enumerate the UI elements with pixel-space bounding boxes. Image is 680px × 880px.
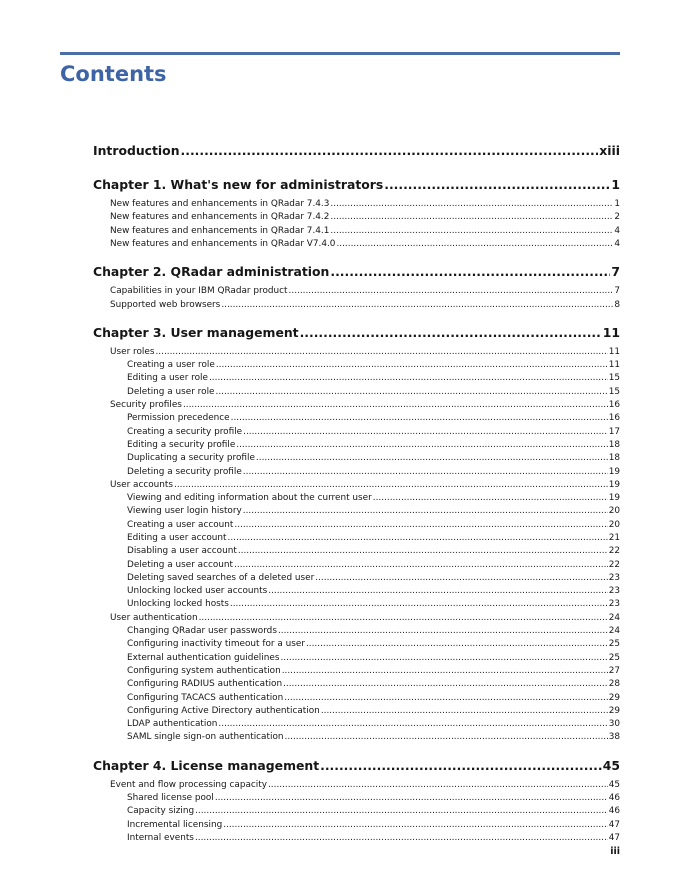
- toc-entry[interactable]: [127, 832, 620, 845]
- toc-entry-label: Configuring RADIUS authentication: [127, 679, 283, 689]
- toc-entry[interactable]: [127, 439, 620, 452]
- toc-entry[interactable]: [127, 452, 620, 465]
- toc-entry-label: Chapter 1. What's new for administrators: [93, 177, 384, 192]
- toc-entry-label: Incremental licensing: [127, 820, 223, 830]
- toc-entry-label: Viewing and editing information about the current user: [127, 493, 372, 503]
- toc-entry-label: New features and enhancements in QRadar 7.4.3: [110, 199, 330, 209]
- toc-entry-label: Security profiles: [110, 400, 182, 410]
- toc-entry[interactable]: [110, 198, 620, 211]
- dot-leader: [223, 819, 607, 832]
- dot-leader: [320, 757, 602, 774]
- dot-leader: [181, 142, 599, 159]
- toc-entry[interactable]: [127, 505, 620, 518]
- toc-entry-page: 25: [608, 639, 620, 649]
- toc-entry[interactable]: [110, 399, 620, 412]
- toc-entry-label: Capabilities in your IBM QRadar product: [110, 286, 288, 296]
- dot-leader: [300, 324, 602, 341]
- toc-entry[interactable]: [110, 238, 620, 251]
- toc-entry-page: 19: [608, 493, 620, 503]
- toc-entry-label: SAML single sign-on authentication: [127, 732, 284, 742]
- toc-entry-page: 11: [608, 347, 620, 357]
- toc-entry-page: 2: [614, 212, 620, 222]
- toc-entry-page: 8: [614, 300, 620, 310]
- toc-entry[interactable]: [110, 779, 620, 792]
- toc-entry-label: Disabling a user account: [127, 546, 237, 556]
- toc-entry[interactable]: [127, 665, 620, 678]
- toc-entry[interactable]: [110, 346, 620, 359]
- toc-entry-label: Configuring system authentication: [127, 666, 281, 676]
- dot-leader: [330, 263, 610, 280]
- toc-entry-page: 16: [608, 413, 620, 423]
- dot-leader: [234, 519, 607, 532]
- toc-entry-label: Permission precedence: [127, 413, 230, 423]
- toc-chapter-entry[interactable]: [93, 263, 620, 280]
- dot-leader: [306, 638, 608, 651]
- toc-entry-page: 18: [608, 453, 620, 463]
- toc-entry-page: 7: [611, 264, 620, 279]
- toc-entry-page: 7: [614, 286, 620, 296]
- top-rule: [60, 52, 620, 55]
- toc-entry-label: Chapter 2. QRadar administration: [93, 264, 330, 279]
- dot-leader: [231, 412, 608, 425]
- toc-entry[interactable]: [127, 519, 620, 532]
- dot-leader: [330, 198, 613, 211]
- toc-entry[interactable]: [110, 225, 620, 238]
- toc-entry-label: Introduction: [93, 143, 180, 158]
- toc-entry-page: 23: [608, 573, 620, 583]
- toc-entry-page: 46: [608, 806, 620, 816]
- toc-entry-page: 27: [608, 666, 620, 676]
- dot-leader: [216, 359, 608, 372]
- page-title: Contents: [60, 62, 167, 86]
- toc-entry-page: 22: [608, 560, 620, 570]
- toc-entry-label: Unlocking locked hosts: [127, 599, 229, 609]
- toc-entry-label: User roles: [110, 347, 155, 357]
- dot-leader: [183, 399, 608, 412]
- toc-entry-label: Deleting a user account: [127, 560, 234, 570]
- toc-entry-page: 46: [608, 793, 620, 803]
- page-number: iii: [610, 846, 620, 857]
- toc-entry-label: User accounts: [110, 480, 174, 490]
- toc-entry-label: Creating a security profile: [127, 427, 243, 437]
- dot-leader: [284, 692, 607, 705]
- toc-entry[interactable]: [127, 426, 620, 439]
- toc-entry-page: 11: [608, 360, 620, 370]
- toc-entry[interactable]: [110, 285, 620, 298]
- toc-entry-label: Internal events: [127, 833, 194, 843]
- toc-entry-page: 19: [608, 480, 620, 490]
- dot-leader: [315, 572, 607, 585]
- toc-entry-label: Configuring Active Directory authentication: [127, 706, 320, 716]
- toc-entry-page: 4: [614, 239, 620, 249]
- dot-leader: [268, 585, 607, 598]
- toc-entry-page: 1: [611, 177, 620, 192]
- toc-entry[interactable]: [127, 412, 620, 425]
- toc-entry[interactable]: [127, 705, 620, 718]
- dot-leader: [174, 479, 608, 492]
- toc-entry-page: 47: [608, 833, 620, 843]
- toc-entry-label: Capacity sizing: [127, 806, 195, 816]
- toc-entry-page: 22: [608, 546, 620, 556]
- toc-entry-page: 11: [602, 325, 620, 340]
- dot-leader: [280, 652, 607, 665]
- toc-entry-page: 23: [608, 599, 620, 609]
- toc-entry-label: Chapter 3. User management: [93, 325, 299, 340]
- toc-entry-label: Viewing user login history: [127, 506, 242, 516]
- dot-leader: [285, 731, 608, 744]
- toc-entry[interactable]: [127, 572, 620, 585]
- toc-entry-label: Deleting a user role: [127, 387, 215, 397]
- dot-leader: [336, 238, 613, 251]
- toc-entry-label: New features and enhancements in QRadar 7.4.2: [110, 212, 330, 222]
- toc-entry[interactable]: [127, 585, 620, 598]
- toc-entry[interactable]: [127, 805, 620, 818]
- toc-entry-page: 24: [608, 626, 620, 636]
- toc-chapter-entry[interactable]: [93, 176, 620, 193]
- toc-entry[interactable]: [127, 731, 620, 744]
- toc-entry-label: Chapter 4. License management: [93, 758, 320, 773]
- dot-leader: [228, 532, 608, 545]
- toc-chapter-entry[interactable]: [93, 142, 620, 159]
- toc-entry[interactable]: [127, 598, 620, 611]
- toc-entry[interactable]: [127, 466, 620, 479]
- toc-entry-page: 19: [608, 467, 620, 477]
- toc-entry[interactable]: [127, 492, 620, 505]
- dot-leader: [373, 492, 608, 505]
- toc-entry-page: 17: [608, 427, 620, 437]
- dot-leader: [256, 452, 608, 465]
- toc-entry[interactable]: [127, 692, 620, 705]
- toc-entry[interactable]: [127, 625, 620, 638]
- dot-leader: [384, 176, 610, 193]
- toc-entry-label: Duplicating a security profile: [127, 453, 255, 463]
- dot-leader: [321, 705, 608, 718]
- toc-entry-label: Editing a user account: [127, 533, 227, 543]
- toc-entry[interactable]: [127, 545, 620, 558]
- toc-entry-label: Unlocking locked user accounts: [127, 586, 268, 596]
- toc-entry-page: 1: [614, 199, 620, 209]
- toc-entry[interactable]: [127, 678, 620, 691]
- toc-entry[interactable]: [110, 211, 620, 224]
- dot-leader: [216, 386, 608, 399]
- dot-leader: [215, 792, 608, 805]
- toc-entry-label: Editing a user role: [127, 373, 208, 383]
- toc-entry-label: Configuring inactivity timeout for a user: [127, 639, 305, 649]
- dot-leader: [278, 625, 608, 638]
- toc-entry-page: 29: [608, 693, 620, 703]
- toc-entry[interactable]: [127, 792, 620, 805]
- dot-leader: [199, 612, 608, 625]
- toc-entry[interactable]: [127, 372, 620, 385]
- toc-entry[interactable]: [110, 299, 620, 312]
- toc-entry-label: Event and flow processing capacity: [110, 780, 267, 790]
- toc-entry-page: 45: [608, 780, 620, 790]
- toc-chapter-entry[interactable]: [93, 757, 620, 774]
- toc-entry-label: New features and enhancements in QRadar 7.4.1: [110, 226, 330, 236]
- dot-leader: [236, 439, 607, 452]
- dot-leader: [195, 832, 608, 845]
- toc-entry-page: 20: [608, 506, 620, 516]
- dot-leader: [268, 779, 608, 792]
- dot-leader: [243, 426, 608, 439]
- dot-leader: [330, 225, 613, 238]
- dot-leader: [282, 665, 608, 678]
- dot-leader: [238, 545, 608, 558]
- dot-leader: [330, 211, 613, 224]
- dot-leader: [243, 505, 608, 518]
- toc-entry-page: 23: [608, 586, 620, 596]
- dot-leader: [218, 718, 607, 731]
- toc-entry-page: 24: [608, 613, 620, 623]
- toc-entry-page: 20: [608, 520, 620, 530]
- toc-entry-page: 47: [608, 820, 620, 830]
- toc-entry[interactable]: [110, 612, 620, 625]
- toc-entry-page: 29: [608, 706, 620, 716]
- toc-entry-page: 4: [614, 226, 620, 236]
- toc-entry-label: Creating a user account: [127, 520, 234, 530]
- dot-leader: [289, 285, 614, 298]
- dot-leader: [234, 559, 608, 572]
- toc-entry[interactable]: [127, 532, 620, 545]
- toc-entry-page: 18: [608, 440, 620, 450]
- toc-chapter-entry[interactable]: [93, 324, 620, 341]
- toc-entry-label: Deleting a security profile: [127, 467, 242, 477]
- toc-entry-label: LDAP authentication: [127, 719, 218, 729]
- toc-entry-page: 15: [608, 387, 620, 397]
- toc-entry-page: 30: [608, 719, 620, 729]
- toc-entry-page: 15: [608, 373, 620, 383]
- toc-entry-page: 25: [608, 653, 620, 663]
- toc-entry[interactable]: [127, 718, 620, 731]
- dot-leader: [221, 299, 613, 312]
- toc-entry-page: 45: [602, 758, 620, 773]
- dot-leader: [230, 598, 608, 611]
- toc-entry[interactable]: [127, 559, 620, 572]
- toc-entry-label: External authentication guidelines: [127, 653, 280, 663]
- dot-leader: [283, 678, 608, 691]
- toc-entry-label: Creating a user role: [127, 360, 215, 370]
- toc-entry-label: User authentication: [110, 613, 198, 623]
- toc-entry[interactable]: [127, 652, 620, 665]
- toc-entry-label: Deleting saved searches of a deleted user: [127, 573, 315, 583]
- toc-entry-page: 38: [608, 732, 620, 742]
- toc-entry[interactable]: [127, 386, 620, 399]
- toc-entry-label: Editing a security profile: [127, 440, 236, 450]
- toc-entry[interactable]: [110, 479, 620, 492]
- toc-entry-page: 28: [608, 679, 620, 689]
- dot-leader: [209, 372, 608, 385]
- toc-entry-page: 21: [608, 533, 620, 543]
- toc-entry[interactable]: [127, 819, 620, 832]
- toc-entry-label: Changing QRadar user passwords: [127, 626, 277, 636]
- toc-entry-label: New features and enhancements in QRadar V7.4.0: [110, 239, 336, 249]
- toc-entry[interactable]: [127, 638, 620, 651]
- toc-entry-label: Configuring TACACS authentication: [127, 693, 284, 703]
- dot-leader: [155, 346, 607, 359]
- dot-leader: [243, 466, 608, 479]
- dot-leader: [195, 805, 608, 818]
- toc-entry-label: Supported web browsers: [110, 300, 221, 310]
- toc-entry-page: 16: [608, 400, 620, 410]
- toc-entry[interactable]: [127, 359, 620, 372]
- toc-entry-label: Shared license pool: [127, 793, 214, 803]
- toc-entry-page: xiii: [599, 143, 620, 158]
